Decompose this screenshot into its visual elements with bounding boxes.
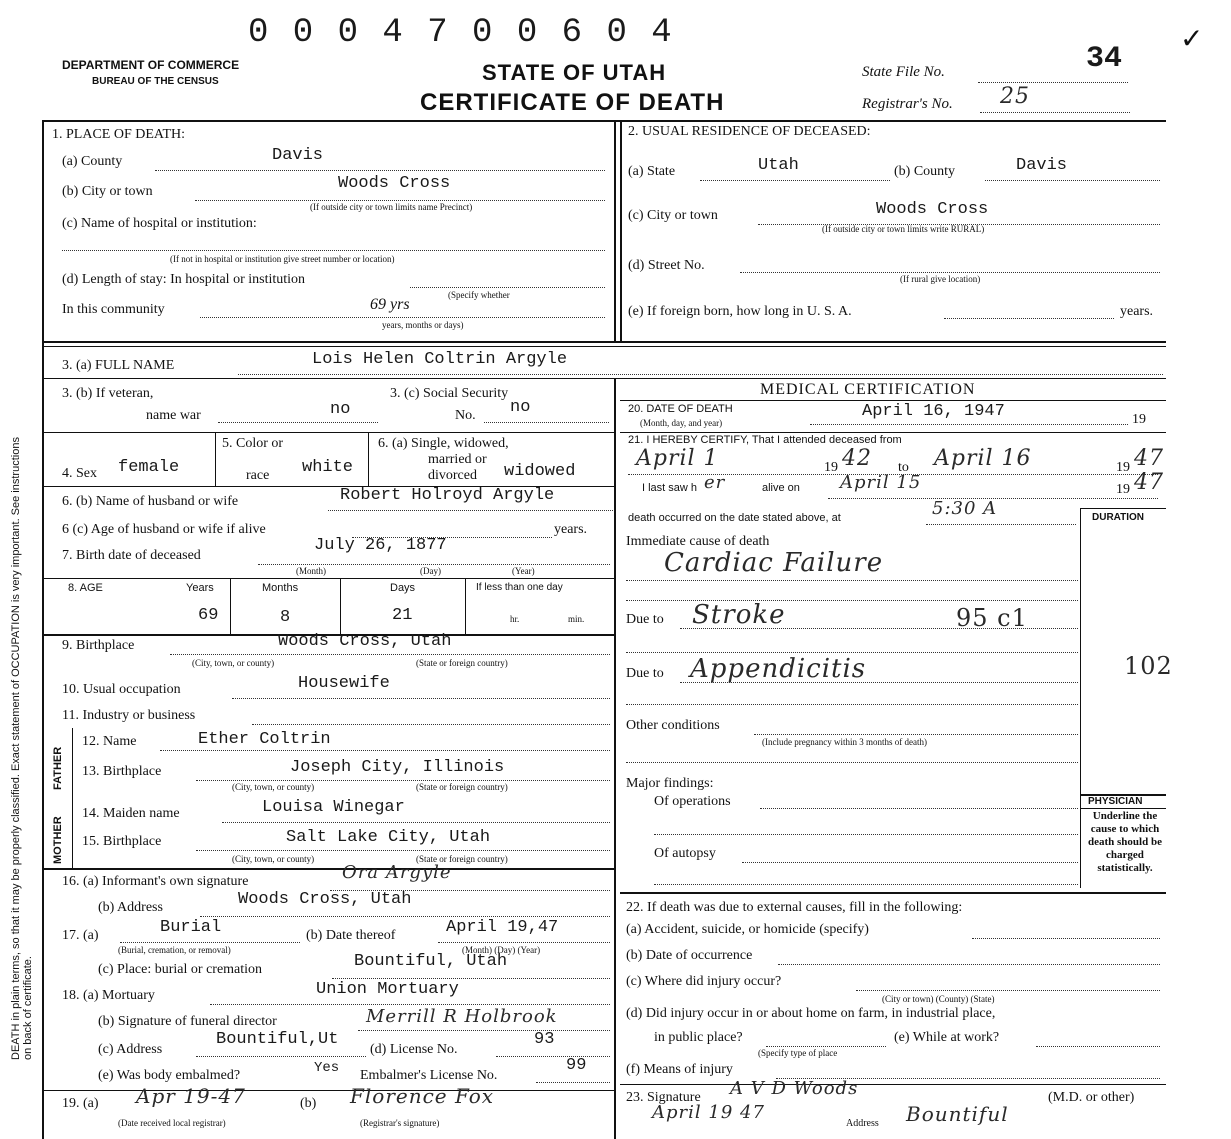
left-margin-instructions xyxy=(0,0,34,1139)
filed-note: (Date received local registrar) xyxy=(118,1118,226,1128)
due1-label: Due to xyxy=(626,612,664,627)
certifier-address-label: Address xyxy=(846,1118,879,1129)
spouse-age-label: 6 (c) Age of husband or wife if alive xyxy=(62,522,266,537)
dod-label: 20. DATE OF DEATH xyxy=(628,403,733,415)
due1-code: 95 c1 xyxy=(956,604,1028,632)
age-years-label: Years xyxy=(186,582,214,594)
birthdate-year: (Year) xyxy=(512,566,535,576)
fullname-label: 3. (a) FULL NAME xyxy=(62,358,175,373)
autopsy-label: Of autopsy xyxy=(654,846,716,861)
age-min: min. xyxy=(568,614,585,624)
informant-address-value: Woods Cross, Utah xyxy=(238,890,412,909)
other-conditions-label: Other conditions xyxy=(626,718,720,733)
disposition-value: Burial xyxy=(160,918,222,937)
mother-name-value: Louisa Winegar xyxy=(262,798,405,817)
physician-note: Underline the cause to which death should be charged statistically. xyxy=(1088,810,1162,874)
lastsaw-label: I last saw h xyxy=(642,482,698,494)
veteran-war-label: name war xyxy=(146,408,201,423)
certificate-serial: 0 0 0 4 7 0 0 6 0 4 xyxy=(248,14,674,52)
mortuary-label: 18. (a) Mortuary xyxy=(62,988,155,1003)
ssn-label: 3. (c) Social Security xyxy=(390,386,509,401)
signature-label: 23. Signature xyxy=(626,1090,701,1105)
father-bp-city-note: (City, town, or county) xyxy=(232,782,315,792)
birthplace-value: Woods Cross, Utah xyxy=(278,632,452,651)
attend-to-19: 19 xyxy=(1116,460,1130,475)
director-label: (b) Signature of funeral director xyxy=(98,1014,277,1029)
injury-home-label: (d) Did injury occur in or about home on farm, in industrial place, xyxy=(626,1006,996,1021)
res-state-value: Utah xyxy=(758,156,799,175)
attend-to-value: April 16 xyxy=(934,446,1032,471)
father-name-value: Ether Coltrin xyxy=(198,730,331,749)
hospital-note: (If not in hospital or institution give street number or location) xyxy=(170,254,395,264)
community-label: In this community xyxy=(62,302,165,317)
burial-place-label: (c) Place: burial or cremation xyxy=(98,962,263,977)
page-title: CERTIFICATE OF DEATH xyxy=(420,89,725,116)
age-hr: hr. xyxy=(510,614,520,624)
accident-label: (a) Accident, suicide, or homicide (specify) xyxy=(626,922,869,937)
spouse-value: Robert Holroyd Argyle xyxy=(340,486,555,505)
margin-text-2: on back of certificate. xyxy=(22,956,34,1060)
divorced-label: divorced xyxy=(428,468,477,483)
age-months-value: 8 xyxy=(280,608,291,627)
injury-place-note: (Specify type of place xyxy=(758,1048,838,1058)
burial-date-label: (b) Date thereof xyxy=(306,928,396,943)
embalmed-value: Yes xyxy=(314,1060,340,1076)
mother-birthplace-label: 15. Birthplace xyxy=(82,834,162,849)
physician-signature: A V D Woods xyxy=(730,1078,859,1099)
mortuary-value: Union Mortuary xyxy=(316,980,459,999)
spouse-label: 6. (b) Name of husband or wife xyxy=(62,494,239,509)
sex-label: 4. Sex xyxy=(62,466,97,481)
embalmer-label: Embalmer's License No. xyxy=(360,1068,498,1083)
certify-label: 21. I HEREBY CERTIFY, That I attended deceased from xyxy=(628,434,902,446)
while-work-label: (e) While at work? xyxy=(894,1030,1000,1045)
sex-value: female xyxy=(118,458,180,477)
due1-value: Stroke xyxy=(692,600,786,630)
birthdate-day: (Day) xyxy=(420,566,441,576)
means-injury-label: (f) Means of injury xyxy=(626,1062,733,1077)
birthplace-state-note: (State or foreign country) xyxy=(416,658,508,668)
birthplace-label: 9. Birthplace xyxy=(62,638,135,653)
disposition-label: 17. (a) xyxy=(62,928,99,943)
mother-side-label: MOTHER xyxy=(52,816,64,864)
birthplace-city-note: (City, town, or county) xyxy=(192,658,275,668)
lessday-label: If less than one day xyxy=(476,582,563,593)
occurrence-date-label: (b) Date of occurrence xyxy=(626,948,753,963)
due2-code: 102 xyxy=(1124,652,1173,680)
age-days-label: Days xyxy=(390,582,416,594)
filed-label: 19. (a) xyxy=(62,1096,99,1111)
occurred-value: 5:30 A xyxy=(932,498,998,519)
street-label: (d) Street No. xyxy=(628,258,705,273)
occupation-value: Housewife xyxy=(298,674,390,693)
residence-heading: 2. USUAL RESIDENCE OF DECEASED: xyxy=(628,124,871,139)
community-value: 69 yrs xyxy=(370,296,410,313)
public-place-label: in public place? xyxy=(654,1030,743,1045)
alive-label: alive on xyxy=(762,482,800,494)
ssn-no-label: No. xyxy=(455,408,476,423)
embalmed-label: (e) Was body embalmed? xyxy=(98,1068,241,1083)
spouse-age-years: years. xyxy=(554,522,588,537)
bureau-label: BUREAU OF THE CENSUS xyxy=(92,76,219,87)
attend-to-year: 47 xyxy=(1134,446,1164,471)
occupation-label: 10. Usual occupation xyxy=(62,682,181,697)
father-birthplace-label: 13. Birthplace xyxy=(82,764,162,779)
margin-text-1: DEATH in plain terms, so that it may be properly classified. Exact statement of OCCUPATION is very important. See instructions xyxy=(10,437,22,1060)
other-conditions-note: (Include pregnancy within 3 months of death) xyxy=(762,737,927,747)
registrar-sig-label: (b) xyxy=(300,1096,317,1111)
injury-where-note: (City or town) (County) (State) xyxy=(882,994,995,1004)
race-label: race xyxy=(246,468,270,483)
father-bp-state-note: (State or foreign country) xyxy=(416,782,508,792)
dod-note: (Month, day, and year) xyxy=(640,418,723,428)
alive-19: 19 xyxy=(1116,482,1130,497)
res-city-label: (c) City or town xyxy=(628,208,718,223)
mother-bp-city-note: (City, town, or county) xyxy=(232,854,315,864)
burial-date-value: April 19,47 xyxy=(446,918,559,937)
state-file-label: State File No. xyxy=(862,64,945,80)
res-county-label: (b) County xyxy=(894,164,956,179)
operations-label: Of operations xyxy=(654,794,731,809)
informant-sig-value: Ora Argyle xyxy=(342,862,452,883)
mortuary-address-value: Bountiful,Ut xyxy=(216,1030,339,1049)
attend-from-19: 19 xyxy=(824,460,838,475)
married-label: married or xyxy=(428,452,487,467)
res-city-value: Woods Cross xyxy=(876,200,989,219)
medical-heading: MEDICAL CERTIFICATION xyxy=(760,381,976,398)
certifier-address-value: Bountiful xyxy=(906,1102,1009,1126)
age-days-value: 21 xyxy=(392,606,413,625)
ssn-value: no xyxy=(510,398,531,417)
mother-name-label: 14. Maiden name xyxy=(82,806,180,821)
filed-date-value: Apr 19-47 xyxy=(136,1084,246,1108)
injury-where-label: (c) Where did injury occur? xyxy=(626,974,782,989)
age-label: 8. AGE xyxy=(68,582,103,594)
place-city-label: (b) City or town xyxy=(62,184,153,199)
due2-value: Appendicitis xyxy=(690,654,867,684)
mother-birthplace-value: Salt Lake City, Utah xyxy=(286,828,491,847)
attend-to-label: to xyxy=(898,460,909,475)
place-city-value: Woods Cross xyxy=(338,174,451,193)
place-county-value: Davis xyxy=(272,146,324,165)
alive-value: April 15 xyxy=(840,472,922,493)
community-note: years, months or days) xyxy=(382,320,464,330)
registrar-note: (Registrar's signature) xyxy=(360,1118,440,1128)
physician-title: PHYSICIAN xyxy=(1088,796,1143,807)
color-value: white xyxy=(302,458,354,477)
burial-date-note: (Month) (Day) (Year) xyxy=(462,945,541,955)
informant-address-label: (b) Address xyxy=(98,900,163,915)
foreign-label: (e) If foreign born, how long in U. S. A. xyxy=(628,304,852,319)
color-label: 5. Color or xyxy=(222,436,284,451)
hospital-label: (c) Name of hospital or institution: xyxy=(62,216,257,231)
res-city-note: (If outside city or town limits write RURAL) xyxy=(822,224,985,234)
age-years-value: 69 xyxy=(198,606,219,625)
director-signature: Merrill R Holbrook xyxy=(366,1006,558,1027)
embalmer-value: 99 xyxy=(566,1056,587,1075)
age-months-label: Months xyxy=(262,582,299,594)
disposition-note: (Burial, cremation, or removal) xyxy=(118,945,231,955)
license-value: 93 xyxy=(534,1030,555,1049)
state-title: STATE OF UTAH xyxy=(482,60,667,85)
father-birthplace-value: Joseph City, Illinois xyxy=(290,758,505,777)
informant-sig-label: 16. (a) Informant's own signature xyxy=(62,874,249,889)
immediate-cause-value: Cardiac Failure xyxy=(664,548,884,578)
license-label: (d) License No. xyxy=(370,1042,458,1057)
marital-value: widowed xyxy=(504,462,576,481)
stay-label: (d) Length of stay: In hospital or institution xyxy=(62,272,306,287)
fullname-value: Lois Helen Coltrin Argyle xyxy=(312,350,568,369)
place-heading: 1. PLACE OF DEATH: xyxy=(52,127,186,142)
registrar-no-value: 25 xyxy=(1000,84,1030,109)
attend-from-value: April 1 xyxy=(636,446,719,471)
state-file-value: 34 xyxy=(1086,42,1123,76)
dod-19: 19 xyxy=(1132,412,1146,427)
external-heading: 22. If death was due to external causes, fill in the following: xyxy=(626,900,963,915)
street-note: (If rural give location) xyxy=(900,274,981,284)
res-county-value: Davis xyxy=(1016,156,1068,175)
industry-label: 11. Industry or business xyxy=(62,708,196,723)
foreign-years-label: years. xyxy=(1120,304,1154,319)
marital-label: 6. (a) Single, widowed, xyxy=(378,436,509,451)
father-name-label: 12. Name xyxy=(82,734,137,749)
place-county-label: (a) County xyxy=(62,154,123,169)
mother-bp-state-note: (State or foreign country) xyxy=(416,854,508,864)
father-side-label: FATHER xyxy=(52,746,64,790)
dept-label: DEPARTMENT OF COMMERCE xyxy=(62,58,240,72)
duration-label: DURATION xyxy=(1092,512,1145,523)
veteran-value: no xyxy=(330,400,351,419)
birthdate-value: July 26, 1877 xyxy=(314,536,447,555)
occurred-label: death occurred on the date stated above, at xyxy=(628,512,841,524)
alive-year: 47 xyxy=(1134,470,1164,495)
md-label: (M.D. or other) xyxy=(1048,1090,1135,1105)
specify-note: (Specify whether xyxy=(448,290,510,300)
burial-place-value: Bountiful, Utah xyxy=(354,952,508,971)
birthdate-label: 7. Birth date of deceased xyxy=(62,548,201,563)
attend-from-year: 42 xyxy=(842,446,872,471)
registrar-signature: Florence Fox xyxy=(350,1084,495,1108)
birthdate-month: (Month) xyxy=(296,566,326,576)
due2-label: Due to xyxy=(626,666,664,681)
mortuary-address-label: (c) Address xyxy=(98,1042,163,1057)
registrar-no-label: Registrar's No. xyxy=(862,96,953,112)
dod-value: April 16, 1947 xyxy=(862,402,1005,421)
res-state-label: (a) State xyxy=(628,164,676,179)
checkmark-icon: ✓ xyxy=(1180,24,1204,55)
major-findings-label: Major findings: xyxy=(626,776,714,791)
lastsaw-value: er xyxy=(704,472,726,493)
veteran-label: 3. (b) If veteran, xyxy=(62,386,154,401)
certifier-date: April 19 47 xyxy=(652,1102,765,1123)
place-city-note: (If outside city or town limits name Precinct) xyxy=(310,202,473,212)
immediate-cause-label: Immediate cause of death xyxy=(626,534,770,549)
